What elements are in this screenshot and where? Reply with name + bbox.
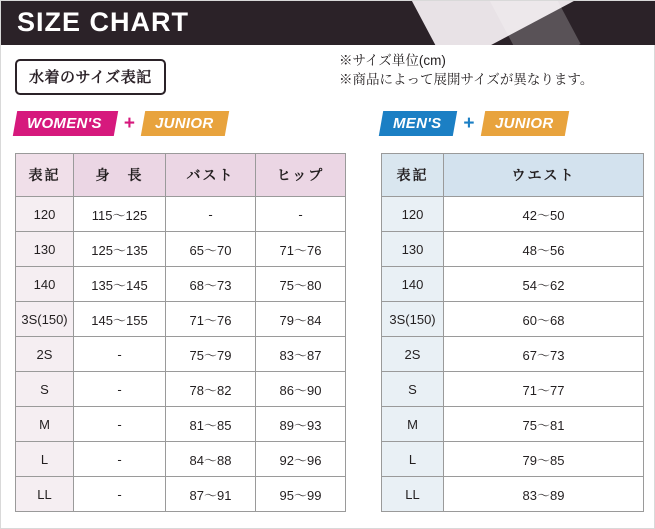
table-row bbox=[382, 197, 644, 232]
cell-waist: 60〜68 bbox=[444, 302, 644, 337]
cell-hip: 92〜96 bbox=[256, 442, 346, 477]
category-row-women bbox=[15, 111, 227, 136]
table-row bbox=[382, 477, 644, 512]
cell-size: 130 bbox=[382, 232, 444, 267]
cell-height: 125〜135 bbox=[74, 232, 166, 267]
page-title: SIZE CHART bbox=[17, 7, 189, 37]
plus-sign-men: + bbox=[463, 113, 475, 134]
cell-waist: 83〜89 bbox=[444, 477, 644, 512]
cell-size: 140 bbox=[16, 267, 74, 302]
cell-waist: 71〜77 bbox=[444, 372, 644, 407]
cell-height: - bbox=[74, 407, 166, 442]
col-header-size: 表記 bbox=[382, 154, 444, 197]
cell-waist: 67〜73 bbox=[444, 337, 644, 372]
cell-hip: 79〜84 bbox=[256, 302, 346, 337]
cell-bust: 84〜88 bbox=[166, 442, 256, 477]
cell-size: LL bbox=[16, 477, 74, 512]
cell-height: - bbox=[74, 477, 166, 512]
cell-hip: 75〜80 bbox=[256, 267, 346, 302]
table-row bbox=[16, 337, 346, 372]
table-row bbox=[382, 337, 644, 372]
cell-bust: 81〜85 bbox=[166, 407, 256, 442]
cell-size: LL bbox=[382, 477, 444, 512]
table-row bbox=[16, 477, 346, 512]
table-header-row bbox=[16, 154, 346, 197]
table-row bbox=[382, 232, 644, 267]
table-row bbox=[382, 407, 644, 442]
col-header-hip: ヒップ bbox=[256, 154, 346, 197]
table-row bbox=[382, 267, 644, 302]
cell-bust: 78〜82 bbox=[166, 372, 256, 407]
cell-size: 3S(150) bbox=[16, 302, 74, 337]
note-unit: ※サイズ単位(cm) bbox=[339, 53, 446, 68]
cell-bust: 87〜91 bbox=[166, 477, 256, 512]
table-row bbox=[16, 197, 346, 232]
col-header-size: 表記 bbox=[16, 154, 74, 197]
womens-size-table bbox=[15, 153, 346, 512]
table-header-row bbox=[382, 154, 644, 197]
cell-size: 120 bbox=[16, 197, 74, 232]
cell-size: S bbox=[382, 372, 444, 407]
cell-size: 130 bbox=[16, 232, 74, 267]
cell-size: M bbox=[382, 407, 444, 442]
category-row-men bbox=[381, 111, 567, 136]
cell-hip: 95〜99 bbox=[256, 477, 346, 512]
cell-hip: 83〜87 bbox=[256, 337, 346, 372]
table-row bbox=[382, 372, 644, 407]
col-header-bust: バスト bbox=[166, 154, 256, 197]
table-row bbox=[16, 302, 346, 337]
note-variation: ※商品によって展開サイズが異なります。 bbox=[339, 72, 594, 87]
badge-mens bbox=[379, 111, 458, 136]
cell-size: 2S bbox=[16, 337, 74, 372]
cell-waist: 79〜85 bbox=[444, 442, 644, 477]
table-row bbox=[16, 232, 346, 267]
cell-waist: 75〜81 bbox=[444, 407, 644, 442]
badge-womens bbox=[13, 111, 118, 136]
cell-size: 2S bbox=[382, 337, 444, 372]
cell-waist: 48〜56 bbox=[444, 232, 644, 267]
badge-womens-label: WOMEN'S bbox=[27, 115, 102, 132]
col-header-waist: ウエスト bbox=[444, 154, 644, 197]
badge-junior-men bbox=[480, 111, 569, 136]
cell-waist: 42〜50 bbox=[444, 197, 644, 232]
cell-bust: 68〜73 bbox=[166, 267, 256, 302]
cell-hip: 86〜90 bbox=[256, 372, 346, 407]
cell-hip: 89〜93 bbox=[256, 407, 346, 442]
table-row bbox=[16, 267, 346, 302]
cell-size: M bbox=[16, 407, 74, 442]
cell-size: L bbox=[382, 442, 444, 477]
cell-height: - bbox=[74, 442, 166, 477]
subtitle-box: 水着のサイズ表記 bbox=[15, 59, 166, 95]
cell-height: 145〜155 bbox=[74, 302, 166, 337]
page-header bbox=[1, 1, 655, 45]
mens-size-table bbox=[381, 153, 644, 512]
col-header-height: 身 長 bbox=[74, 154, 166, 197]
table-row bbox=[16, 442, 346, 477]
badge-junior-women-label: JUNIOR bbox=[154, 115, 214, 132]
cell-height: 135〜145 bbox=[74, 267, 166, 302]
cell-size: L bbox=[16, 442, 74, 477]
table-row bbox=[382, 442, 644, 477]
notes bbox=[339, 51, 593, 89]
cell-size: 120 bbox=[382, 197, 444, 232]
cell-size: 140 bbox=[382, 267, 444, 302]
badge-mens-label: MEN'S bbox=[393, 115, 442, 132]
table-row bbox=[382, 302, 644, 337]
plus-sign-women: + bbox=[123, 113, 135, 134]
cell-size: 3S(150) bbox=[382, 302, 444, 337]
table-row bbox=[16, 407, 346, 442]
cell-hip: 71〜76 bbox=[256, 232, 346, 267]
cell-bust: - bbox=[166, 197, 256, 232]
cell-height: - bbox=[74, 337, 166, 372]
cell-bust: 71〜76 bbox=[166, 302, 256, 337]
cell-bust: 65〜70 bbox=[166, 232, 256, 267]
cell-height: 115〜125 bbox=[74, 197, 166, 232]
cell-height: - bbox=[74, 372, 166, 407]
badge-junior-men-label: JUNIOR bbox=[494, 115, 553, 132]
cell-hip: - bbox=[256, 197, 346, 232]
badge-junior-women bbox=[141, 111, 230, 136]
cell-size: S bbox=[16, 372, 74, 407]
cell-waist: 54〜62 bbox=[444, 267, 644, 302]
table-row bbox=[16, 372, 346, 407]
cell-bust: 75〜79 bbox=[166, 337, 256, 372]
